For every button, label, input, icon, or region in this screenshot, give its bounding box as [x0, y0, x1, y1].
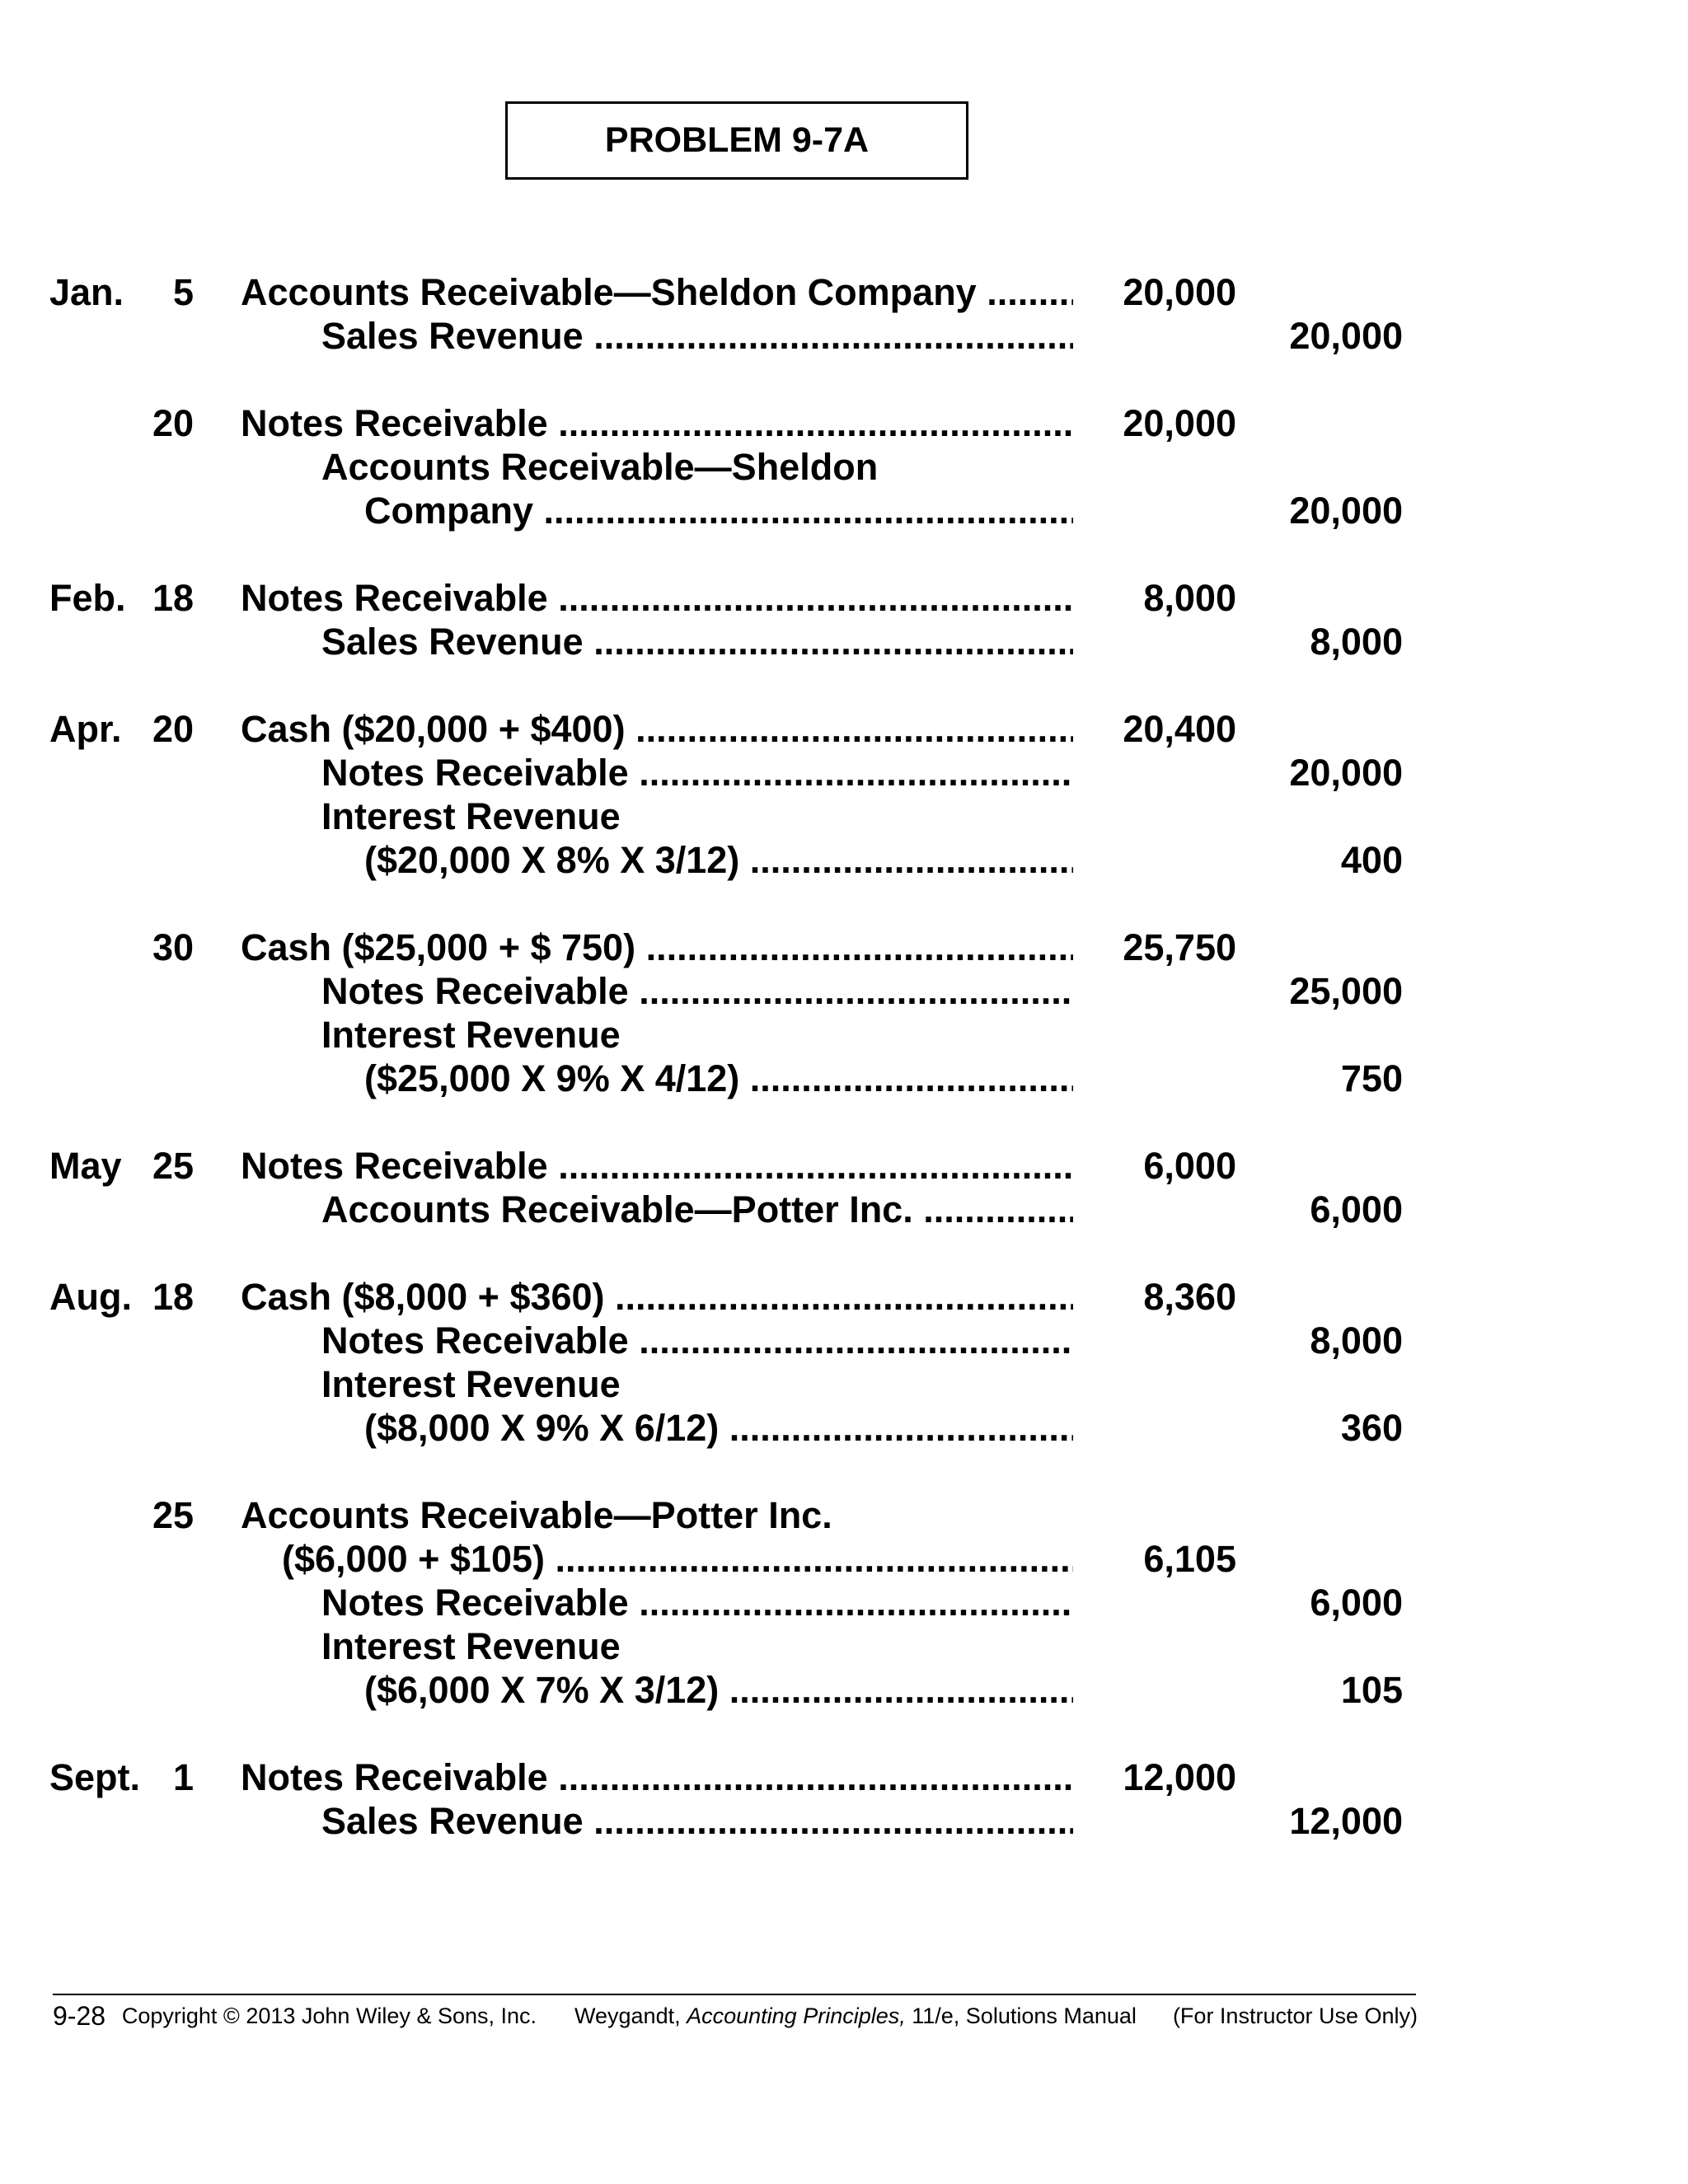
debit-amount: [1071, 1406, 1236, 1450]
book-title: Accounting Principles,: [687, 2003, 906, 2028]
credit-amount: [1236, 1144, 1403, 1188]
debit-amount: [1071, 1624, 1236, 1668]
account-title: [241, 707, 1073, 751]
debit-amount: 8,360: [1143, 1276, 1236, 1318]
credit-amount: [1236, 401, 1403, 445]
credit-amount: [1236, 1624, 1403, 1668]
entry-day: 25: [152, 1145, 194, 1187]
book-edition: 11/e, Solutions Manual: [905, 2003, 1137, 2028]
credit-amount: 8,000: [1310, 1319, 1403, 1361]
account-title: [241, 1144, 1073, 1188]
account-title: [321, 794, 1073, 838]
account-label: Sales Revenue .....: [321, 1800, 1073, 1842]
account-label: Company .....: [364, 490, 1073, 532]
credit-amount: [1236, 270, 1403, 314]
debit-amount: 6,105: [1143, 1538, 1236, 1580]
account-title: [241, 1493, 1073, 1537]
entry-month: Jan.: [49, 271, 124, 313]
entry-month: Aug.: [49, 1276, 132, 1318]
account-label: ($8,000 X 9% X 6/12) .....: [364, 1407, 1073, 1449]
debit-amount: [1071, 1057, 1236, 1100]
credit-amount: [1236, 1013, 1403, 1057]
entry-day: 20: [152, 708, 194, 750]
credit-amount: 6,000: [1310, 1188, 1403, 1230]
copyright-notice: Copyright © 2013 John Wiley & Sons, Inc.: [121, 2003, 537, 2028]
account-label: Sales Revenue .....: [321, 315, 1073, 357]
credit-amount: [1236, 576, 1403, 620]
entry-date: [49, 1493, 194, 1537]
account-title: [321, 969, 1073, 1013]
problem-title: PROBLEM 9-7A: [505, 101, 968, 180]
account-title: [241, 1755, 1073, 1799]
credit-amount: 20,000: [1289, 752, 1403, 794]
account-title: [321, 1013, 1073, 1057]
entry-date: [49, 1275, 194, 1319]
credit-amount: [1236, 1537, 1403, 1581]
account-title: [321, 314, 1073, 358]
account-title: [364, 838, 1073, 882]
entry-month: May: [49, 1145, 122, 1187]
entry-day: 20: [152, 402, 194, 444]
account-title: [241, 270, 1073, 314]
debit-amount: 6,000: [1143, 1145, 1236, 1187]
debit-amount: [1071, 314, 1236, 358]
account-title: [364, 1057, 1073, 1100]
usage-notice: (For Instructor Use Only): [1172, 2003, 1418, 2028]
account-title: [364, 489, 1073, 532]
entry-date: [49, 926, 194, 969]
account-title: [321, 1624, 1073, 1668]
page-number: 9-28: [53, 2000, 106, 2031]
debit-amount: [1071, 1013, 1236, 1057]
entry-day: 30: [152, 926, 194, 968]
account-title: [321, 1581, 1073, 1624]
book-reference: [574, 2004, 1137, 2029]
account-label: Interest Revenue: [321, 1625, 621, 1667]
entry-date: [49, 401, 194, 445]
account-title: [282, 1537, 1073, 1581]
credit-amount: 6,000: [1310, 1582, 1403, 1624]
account-label: Accounts Receivable—Potter Inc.: [241, 1494, 832, 1536]
account-title: [321, 1319, 1073, 1362]
account-label: Interest Revenue: [321, 795, 621, 837]
credit-amount: 8,000: [1310, 621, 1403, 663]
credit-amount: [1236, 707, 1403, 751]
account-label: Cash ($25,000 + $ 750) .....: [241, 926, 1073, 968]
account-title: [321, 1362, 1073, 1406]
account-label: Notes Receivable .....: [241, 402, 1073, 444]
account-label: Notes Receivable .....: [321, 970, 1073, 1012]
account-title: [321, 1188, 1073, 1231]
account-label: ($6,000 + $105) .....: [282, 1538, 1073, 1580]
account-title: [241, 926, 1073, 969]
account-label: Interest Revenue: [321, 1363, 621, 1405]
credit-amount: [1236, 1275, 1403, 1319]
credit-amount: [1236, 1362, 1403, 1406]
footer-divider: [53, 1994, 1416, 1995]
debit-amount: 12,000: [1123, 1756, 1236, 1798]
entry-day: 5: [172, 271, 194, 313]
debit-amount: 8,000: [1143, 577, 1236, 619]
account-title: [321, 751, 1073, 794]
account-label: Accounts Receivable—Potter Inc. .....: [321, 1188, 1073, 1230]
account-label: Notes Receivable .....: [241, 1756, 1073, 1798]
debit-amount: 20,000: [1123, 271, 1236, 313]
credit-amount: [1236, 794, 1403, 838]
credit-amount: [1236, 445, 1403, 489]
account-label: Notes Receivable .....: [321, 752, 1073, 794]
account-label: ($20,000 X 8% X 3/12) .....: [364, 839, 1073, 881]
page-footer: [53, 1999, 1418, 2032]
account-label: Cash ($8,000 + $360) .....: [241, 1276, 1073, 1318]
debit-amount: [1071, 445, 1236, 489]
entry-date: [49, 1144, 194, 1188]
entry-day: 18: [152, 577, 194, 619]
book-author: Weygandt,: [574, 2003, 687, 2028]
account-label: ($6,000 X 7% X 3/12) .....: [364, 1669, 1073, 1711]
entry-date: [49, 576, 194, 620]
account-label: Sales Revenue .....: [321, 621, 1073, 663]
debit-amount: [1071, 620, 1236, 663]
entry-day: 18: [152, 1276, 194, 1318]
account-title: [241, 401, 1073, 445]
credit-amount: 360: [1340, 1407, 1403, 1449]
entry-month: Apr.: [49, 708, 122, 750]
account-label: Interest Revenue: [321, 1014, 621, 1056]
credit-amount: 400: [1340, 839, 1403, 881]
debit-amount: [1071, 1668, 1236, 1712]
entry-date: [49, 1755, 194, 1799]
entry-month: Feb.: [49, 577, 126, 619]
debit-amount: [1071, 794, 1236, 838]
credit-amount: 25,000: [1289, 970, 1403, 1012]
credit-amount: 12,000: [1289, 1800, 1403, 1842]
account-title: [241, 576, 1073, 620]
debit-amount: [1071, 1188, 1236, 1231]
credit-amount: 20,000: [1289, 490, 1403, 532]
entry-date: [49, 270, 194, 314]
debit-amount: [1071, 751, 1236, 794]
debit-amount: [1071, 838, 1236, 882]
account-label: Notes Receivable .....: [241, 1145, 1073, 1187]
account-label: Accounts Receivable—Sheldon: [321, 446, 879, 488]
debit-amount: [1071, 489, 1236, 532]
credit-amount: 105: [1340, 1669, 1403, 1711]
account-label: Cash ($20,000 + $400) .....: [241, 708, 1073, 750]
credit-amount: 20,000: [1289, 315, 1403, 357]
debit-amount: [1071, 1362, 1236, 1406]
account-title: [321, 445, 1073, 489]
debit-amount: [1071, 969, 1236, 1013]
debit-amount: [1071, 1799, 1236, 1843]
account-title: [364, 1406, 1073, 1450]
credit-amount: 750: [1340, 1057, 1403, 1099]
credit-amount: [1236, 926, 1403, 969]
debit-amount: 20,000: [1123, 402, 1236, 444]
account-label: Notes Receivable .....: [241, 577, 1073, 619]
entry-day: 1: [172, 1756, 194, 1798]
account-label: Notes Receivable .....: [321, 1319, 1073, 1361]
account-label: Accounts Receivable—Sheldon Company .....: [241, 271, 1073, 313]
debit-amount: [1071, 1319, 1236, 1362]
credit-amount: [1236, 1755, 1403, 1799]
account-title: [364, 1668, 1073, 1712]
account-label: ($25,000 X 9% X 4/12) .....: [364, 1057, 1073, 1099]
account-label: Notes Receivable .....: [321, 1582, 1073, 1624]
account-title: [321, 620, 1073, 663]
credit-amount: [1236, 1493, 1403, 1537]
entry-date: [49, 707, 194, 751]
debit-amount: [1071, 1493, 1236, 1537]
entry-day: 25: [152, 1494, 194, 1536]
account-title: [321, 1799, 1073, 1843]
debit-amount: 25,750: [1123, 926, 1236, 968]
debit-amount: 20,400: [1123, 708, 1236, 750]
debit-amount: [1071, 1581, 1236, 1624]
account-title: [241, 1275, 1073, 1319]
entry-month: Sept.: [49, 1756, 141, 1798]
